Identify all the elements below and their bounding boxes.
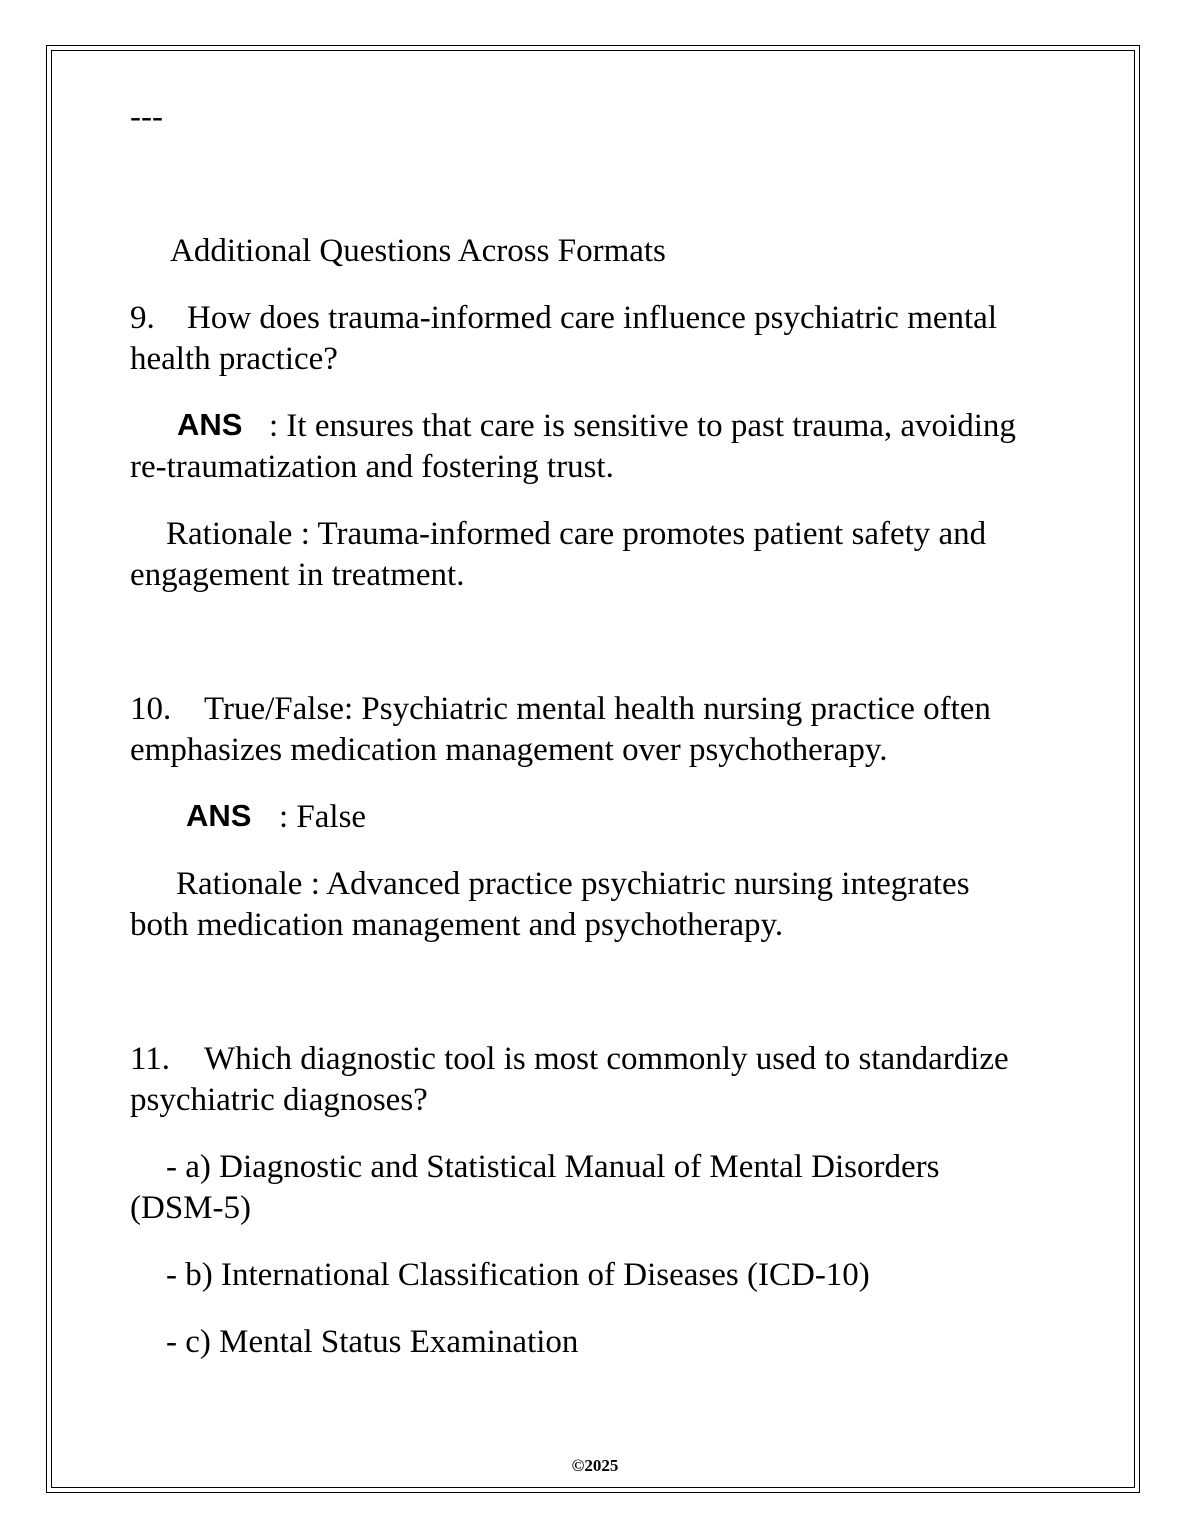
question-9-number: 9. bbox=[130, 300, 155, 336]
question-10-rationale-line2: both medication management and psychotherapy. bbox=[130, 907, 784, 943]
section-heading: Additional Questions Across Formats bbox=[170, 233, 666, 269]
question-11-option-a-line2: (DSM-5) bbox=[130, 1190, 251, 1226]
question-10-rationale-line1: Rationale : Advanced practice psychiatric nursing integrates bbox=[176, 866, 970, 902]
question-10-text-line2: emphasizes medication management over psychotherapy. bbox=[130, 732, 888, 768]
question-11-option-b: - b) International Classification of Diseases (ICD-10) bbox=[166, 1257, 870, 1293]
question-9-rationale-line1: Rationale : Trauma-informed care promotes patient safety and bbox=[166, 516, 987, 552]
divider: --- bbox=[130, 99, 163, 135]
question-11-text-line1: Which diagnostic tool is most commonly used to standardize bbox=[204, 1041, 1009, 1077]
question-11-number: 11. bbox=[130, 1041, 171, 1077]
question-10-number: 10. bbox=[130, 691, 172, 727]
question-9-text-line1: How does trauma-informed care influence psychiatric mental bbox=[187, 300, 997, 336]
question-9-answer-line2: re-traumatization and fostering trust. bbox=[130, 449, 614, 485]
question-9-text-line2: health practice? bbox=[130, 341, 338, 377]
question-10-text-line1: True/False: Psychiatric mental health nursing practice often bbox=[204, 691, 991, 727]
copyright-footer: ©2025 bbox=[571, 1456, 619, 1475]
question-11-text-line2: psychiatric diagnoses? bbox=[130, 1082, 428, 1118]
question-11-option-a-line1: - a) Diagnostic and Statistical Manual of Mental Disorders bbox=[166, 1149, 940, 1185]
question-10-answer-label: ANS bbox=[186, 798, 252, 833]
question-9-answer-line1: : It ensures that care is sensitive to past trauma, avoiding bbox=[269, 408, 1016, 444]
question-10-answer-text: : False bbox=[279, 799, 367, 835]
question-9-rationale-line2: engagement in treatment. bbox=[130, 557, 465, 593]
question-11-option-c: - c) Mental Status Examination bbox=[166, 1324, 579, 1360]
question-9-answer-label: ANS bbox=[177, 407, 243, 442]
